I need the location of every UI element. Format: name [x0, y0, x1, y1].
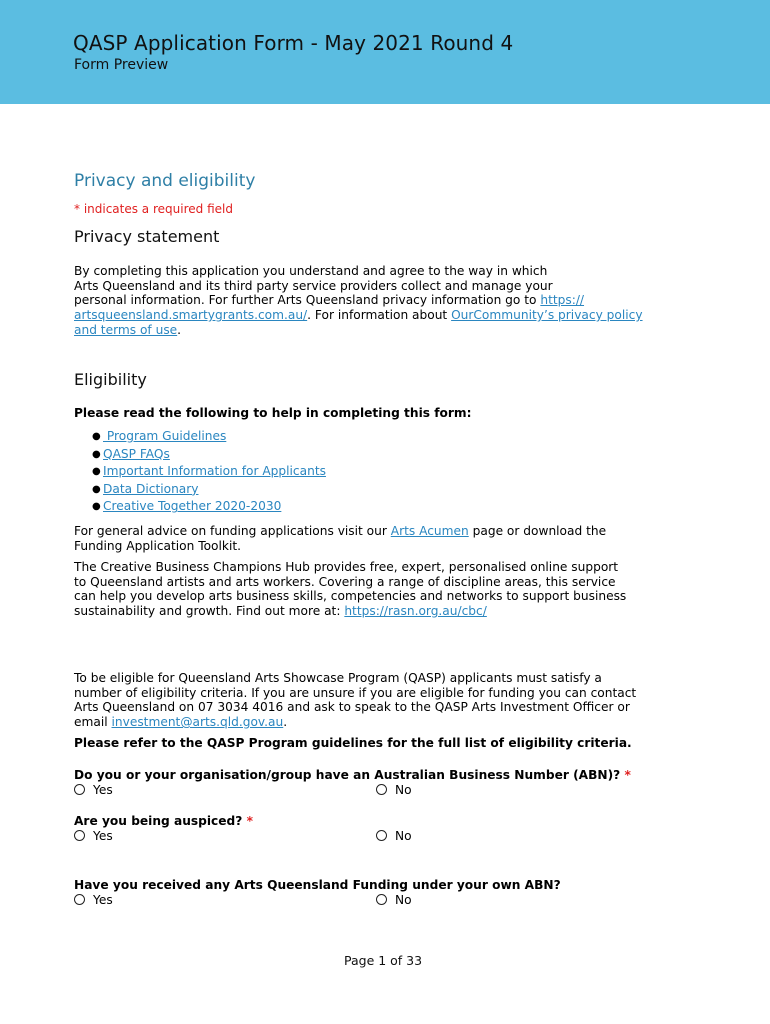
- question-aq-funding-label: Have you received any Arts Queensland Funding under your own ABN?: [74, 878, 561, 892]
- creative-together-link[interactable]: Creative Together 2020-2030: [103, 499, 282, 514]
- page-number: Page 1 of 33: [344, 953, 423, 968]
- radio-circle-icon: [376, 784, 387, 795]
- radio-circle-icon: [376, 830, 387, 841]
- rasn-cbc-link[interactable]: https://rasn.org.au/cbc/: [344, 604, 487, 619]
- investment-email-link[interactable]: investment@arts.qld.gov.au: [111, 715, 284, 730]
- aq-funding-no-radio[interactable]: No: [376, 893, 412, 907]
- privacy-statement: By completing this application you understand and agree to the way in which Arts Queensland and its third party service providers collect and manage your personal information. For further Arts Queensland privacy information go to https:// artsqueensland.smartygrants.com.au/. For information about OurCommunity’s privacy policy and terms of use.: [74, 264, 643, 337]
- form-subtitle: Form Preview: [74, 57, 169, 73]
- list-item: ● Creative Together 2020-2030: [92, 499, 282, 514]
- ourcommunity-privacy-link[interactable]: OurCommunity’s privacy policy: [451, 308, 643, 323]
- qasp-faqs-link[interactable]: QASP FAQs: [103, 446, 170, 461]
- important-information-link[interactable]: Important Information for Applicants: [103, 464, 326, 479]
- page-header: [0, 0, 770, 104]
- abn-yes-radio[interactable]: Yes: [74, 783, 113, 797]
- radio-circle-icon: [74, 830, 85, 841]
- resource-links-list: [92, 428, 326, 516]
- question-auspiced-label: Are you being auspiced? *: [74, 814, 253, 828]
- eligibility-heading: Eligibility: [74, 370, 147, 389]
- radio-circle-icon: [376, 894, 387, 905]
- data-dictionary-link[interactable]: Data Dictionary: [103, 481, 199, 496]
- read-following-label: Please read the following to help in completing this form:: [74, 406, 472, 420]
- auspiced-no-radio[interactable]: No: [376, 829, 412, 843]
- section-title: Privacy and eligibility: [74, 171, 256, 191]
- required-marker: *: [246, 814, 253, 828]
- arts-acumen-link[interactable]: Arts Acumen: [390, 524, 469, 538]
- eligibility-criteria-info: To be eligible for Queensland Arts Showcase Program (QASP) applicants must satisfy a number of eligibility criteria. If you are unsure if you are eligible for funding you can contact Arts Queensland on 07 3034 4016 and ask to speak to the QASP Arts Investment Officer or email investment@arts.qld.gov.au.: [74, 671, 637, 730]
- business-hub-info: The Creative Business Champions Hub provides free, expert, personalised online support to Queensland artists and arts workers. Covering a range of discipline areas, this service can help you develop arts business skills, competencies and networks to support business sustainability and growth. Find out more at: https://rasn.org.au/cbc/: [74, 560, 627, 619]
- refer-guidelines-note: Please refer to the QASP Program guidelines for the full list of eligibility criteria.: [74, 736, 632, 750]
- funding-advice: For general advice on funding applications visit our Arts Acumen page or download the Funding Application Toolkit.: [74, 524, 607, 553]
- list-item: ● QASP FAQs: [92, 446, 170, 461]
- question-abn-label: Do you or your organisation/group have an Australian Business Number (ABN)? *: [74, 768, 631, 782]
- list-item: ● Important Information for Applicants: [92, 464, 326, 479]
- program-guidelines-link[interactable]: Program Guidelines: [103, 429, 227, 443]
- required-field-note: * indicates a required field: [74, 202, 233, 216]
- list-item: ● Program Guidelines: [92, 429, 227, 443]
- form-title: QASP Application Form - May 2021 Round 4: [73, 31, 514, 55]
- aq-funding-yes-radio[interactable]: Yes: [74, 893, 113, 907]
- radio-circle-icon: [74, 894, 85, 905]
- radio-circle-icon: [74, 784, 85, 795]
- auspiced-yes-radio[interactable]: Yes: [74, 829, 113, 843]
- terms-of-use-link[interactable]: and terms of use: [74, 322, 178, 337]
- abn-no-radio[interactable]: No: [376, 783, 412, 797]
- list-item: ● Data Dictionary: [92, 481, 199, 496]
- privacy-link-cont[interactable]: artsqueensland.smartygrants.com.au/: [74, 308, 308, 323]
- privacy-link[interactable]: https://: [540, 293, 585, 308]
- privacy-heading: Privacy statement: [74, 227, 220, 246]
- required-marker: *: [624, 768, 631, 782]
